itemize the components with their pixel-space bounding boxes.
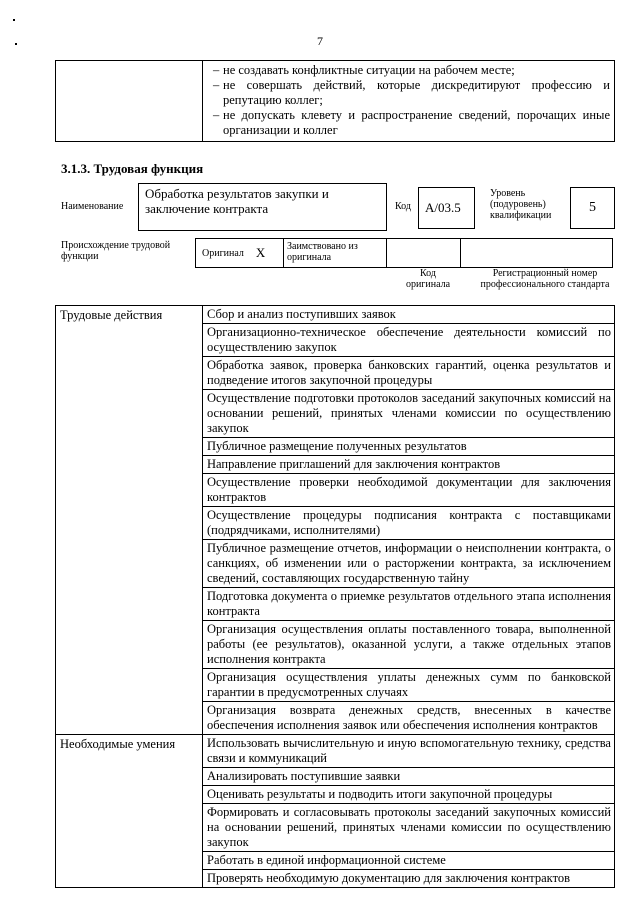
original-mark: X <box>255 245 266 260</box>
labor-function-table <box>55 305 615 888</box>
table-row: Осуществление подготовки протоколов заседаний закупочных комиссий на основании решений, принятых членами комиссии по осуществлению закупок <box>203 390 615 438</box>
reg-caption: Регистрационный номер профессионального стандарта <box>480 268 610 290</box>
code-caption: Код оригинала <box>405 268 451 290</box>
list-item: – не совершать действий, которые дискредитируют профессию и репутацию коллег; <box>213 78 610 107</box>
group-title: Трудовые действия <box>56 306 203 735</box>
table-row: Работать в единой информационной системе <box>203 852 615 870</box>
table-row: Организация возврата денежных средств, внесенных в качестве обеспечения исполнения заявок или обеспечения исполнения контрактов <box>203 702 615 735</box>
list-item: – не создавать конфликтные ситуации на рабочем месте; <box>213 63 515 77</box>
section-title: 3.1.3. Трудовая функция <box>61 161 204 176</box>
borrowed-label: Заимствовано из оригинала <box>283 238 387 268</box>
table-row: Подготовка документа о приемке результатов отдельного этапа исполнения контракта <box>203 588 615 621</box>
name-label: Наименование <box>61 201 124 212</box>
original-cell <box>195 238 284 268</box>
scan-speck <box>13 19 15 21</box>
table-row: Осуществление проверки необходимой документации для заключения контрактов <box>203 474 615 507</box>
function-name-field: Обработка результатов закупки и заключение контракта <box>138 183 387 231</box>
continuation-list <box>203 61 615 142</box>
group-title: Необходимые умения <box>56 735 203 888</box>
table-row: Формировать и согласовывать протоколы заседаний закупочных комиссий на основании решений, принятых членами комиссии по осуществлению закупок <box>203 804 615 852</box>
table-row: Проверять необходимую документацию для заключения контрактов <box>203 870 615 888</box>
page-number: 7 <box>317 34 323 48</box>
table-row: Публичное размещение полученных результатов <box>203 438 615 456</box>
table-row: Обработка заявок, проверка банковских гарантий, оценка результатов и подведение итогов закупочной процедуры <box>203 357 615 390</box>
origin-row <box>196 238 613 268</box>
continuation-table <box>55 60 615 142</box>
table-row: Использовать вычислительную и иную вспомогательную технику, средства связи и коммуникаций <box>203 735 615 768</box>
table-row: Организация осуществления оплаты поставленного товара, выполненной работы (ее результатов), оказанной услуги, а также отдельных этапов исполнения контракта <box>203 621 615 669</box>
table-row: Организационно-техническое обеспечение деятельности комиссий по осуществлению закупок <box>203 324 615 357</box>
table-row: Оценивать результаты и подводить итоги закупочной процедуры <box>203 786 615 804</box>
continuation-empty-cell <box>56 61 203 142</box>
table-row: Осуществление процедуры подписания контракта с поставщиками (подрядчиками, исполнителями) <box>203 507 615 540</box>
table-row: Сбор и анализ поступивших заявок <box>203 306 615 324</box>
table-row: Организация осуществления уплаты денежных сумм по банковской гарантии в предусмотренных случаях <box>203 669 615 702</box>
reg-number-cell <box>460 238 613 268</box>
table-row: Направление приглашений для заключения контрактов <box>203 456 615 474</box>
origin-code-cell <box>386 238 461 268</box>
level-field: 5 <box>570 187 615 229</box>
original-label: Оригинал <box>202 247 244 259</box>
origin-label: Происхождение трудовой функции <box>61 240 171 262</box>
code-label: Код <box>395 201 411 212</box>
code-field: А/03.5 <box>418 187 475 229</box>
level-label: Уровень (подуровень) квалификации <box>490 188 552 221</box>
table-row: Анализировать поступившие заявки <box>203 768 615 786</box>
list-item: – не допускать клевету и распространение сведений, порочащих иные организации и коллег <box>213 108 610 137</box>
table-row: Публичное размещение отчетов, информации о неисполнении контракта, о санкциях, об изменении или о расторжении контракта, за исключением сведений, составляющих государственную тайну <box>203 540 615 588</box>
